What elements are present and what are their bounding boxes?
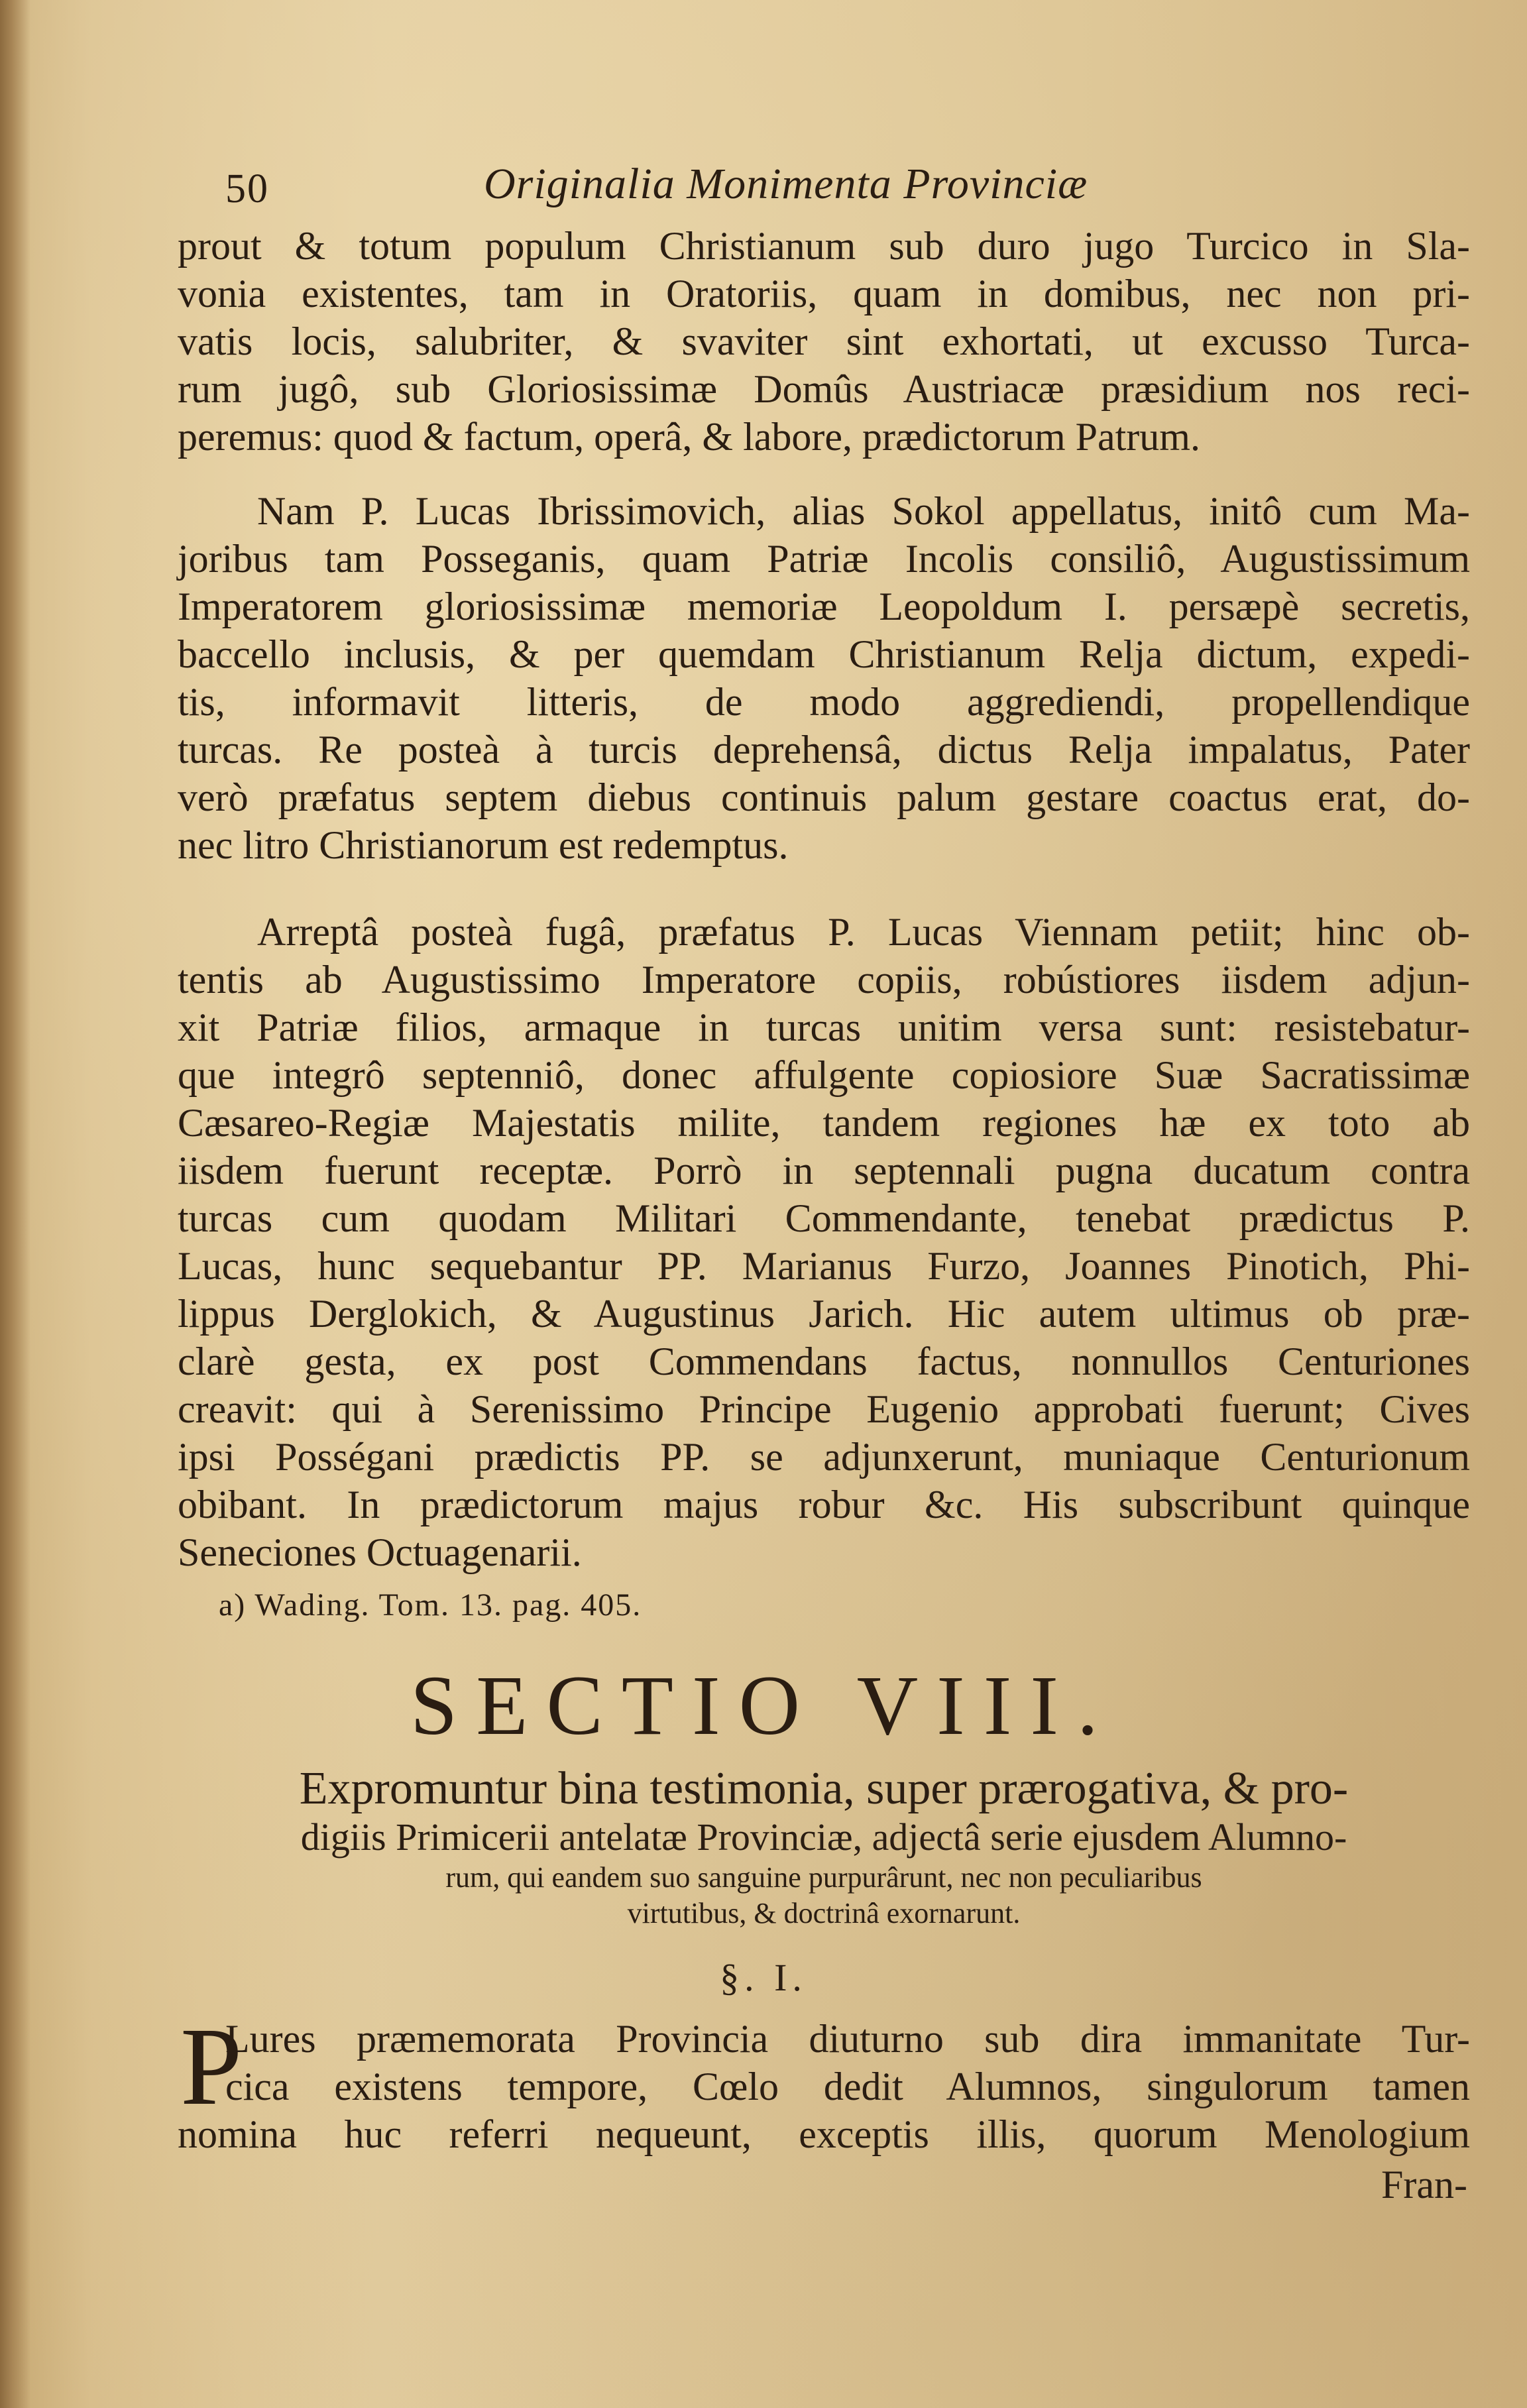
text-line: turcas cum quodam Militari Commendante, tenebat prædictus P. (178, 1196, 1470, 1240)
text-line: lippus Derglokich, & Augustinus Jarich. Hic autem ultimus ob præ- (178, 1292, 1470, 1336)
drop-capital: P (180, 2005, 243, 2128)
section-paragraph (178, 2015, 1470, 2158)
footnote: a) Wading. Tom. 13. pag. 405. (219, 1587, 642, 1623)
text-line: tentis ab Augustissimo Imperatore copiis, robústiores iisdem adjun- (178, 958, 1470, 1002)
paragraph-2 (178, 487, 1470, 869)
text-line: xit Patriæ filios, armaque in turcas unitim versa sunt: resistebatur- (178, 1005, 1470, 1049)
page-header (219, 159, 1345, 219)
section-heading: SECTIO VIII. (410, 1658, 1117, 1752)
summary-line: digiis Primicerii antelatæ Provinciæ, adjectâ serie ejusdem Alumno- (300, 1815, 1347, 1859)
text-line: ipsi Posségani prædictis PP. se adjunxerunt, muniaque Centurionum (178, 1435, 1470, 1479)
text-line: Seneciones Octuagenarii. (178, 1530, 582, 1574)
text-line: tis, informavit litteris, de modo aggrediendi, propellendique (178, 680, 1470, 724)
text-line: nec litro Christianorum est redemptus. (178, 823, 789, 867)
text-line: Nam P. Lucas Ibrissimovich, alias Sokol appellatus, initô cum Ma- (257, 489, 1470, 533)
text-line: que integrô septenniô, donec affulgente copiosiore Suæ Sacratissimæ (178, 1053, 1470, 1097)
text-line: turcas. Re posteà à turcis deprehensâ, dictus Relja impalatus, Pater (178, 728, 1470, 772)
text-line: clarè gesta, ex post Commendans factus, nonnullos Centuriones (178, 1340, 1470, 1383)
text-line: Cæsareo-Regiæ Majestatis milite, tandem regiones hæ ex toto ab (178, 1101, 1470, 1145)
text-line: vonia existentes, tam in Oratoriis, quam in domibus, nec non pri- (178, 272, 1470, 315)
text-line: prout & totum populum Christianum sub duro jugo Turcico in Sla- (178, 224, 1470, 268)
text-line: joribus tam Posseganis, quam Patriæ Incolis consiliô, Augustissimum (178, 537, 1470, 581)
text-line: baccello inclusis, & per quemdam Christianum Relja dictum, expedi- (178, 632, 1470, 676)
page-number: 50 (225, 166, 269, 211)
text-line: nomina huc referri nequeunt, exceptis illis, quorum Menologium (178, 2112, 1470, 2156)
text-line: Imperatorem gloriosissimæ memoriæ Leopoldum I. persæpè secretis, (178, 585, 1470, 628)
paragraph-3 (178, 908, 1470, 1576)
text-line: obibant. In prædictorum majus robur &c. His subscribunt quinque (178, 1483, 1470, 1526)
running-title: Originalia Monimenta Provinciæ (484, 160, 1088, 208)
section-summary (178, 1763, 1470, 1931)
paragraph-mark: §. I. (720, 1956, 807, 1999)
paragraph-1 (178, 222, 1470, 461)
summary-line: rum, qui eandem suo sanguine purpurârunt, nec non peculiaribus (445, 1861, 1202, 1894)
summary-line: virtutibus, & doctrinâ exornarunt. (627, 1897, 1021, 1929)
text-line: rum jugô, sub Gloriosissimæ Domûs Austriacæ præsidium nos reci- (178, 367, 1470, 411)
text-line: Arreptâ posteà fugâ, præfatus P. Lucas Viennam petiit; hinc ob- (257, 910, 1470, 954)
catchword: Fran- (1381, 2163, 1467, 2207)
text-line: verò præfatus septem diebus continuis palum gestare coactus erat, do- (178, 775, 1470, 819)
text-line: iisdem fuerunt receptæ. Porrò in septennali pugna ducatum contra (178, 1149, 1470, 1192)
text-line: Lucas, hunc sequebantur PP. Marianus Furzo, Joannes Pinotich, Phi- (178, 1244, 1470, 1288)
text-line: vatis locis, salubriter, & svaviter sint exhortati, ut excusso Turca- (178, 319, 1470, 363)
summary-line: Expromuntur bina testimonia, super prærogativa, & pro- (299, 1763, 1349, 1814)
text-line: peremus: quod & factum, operâ, & labore, prædictorum Patrum. (178, 415, 1200, 459)
page-gutter-shadow (0, 0, 30, 2408)
text-line: creavit: qui à Serenissimo Principe Eugenio approbati fuerunt; Cives (178, 1387, 1470, 1431)
text-line: cica existens tempore, Cœlo dedit Alumnos, singulorum tamen (225, 2065, 1470, 2108)
text-line: Lures præmemorata Provincia diuturno sub dira immanitate Tur- (225, 2017, 1470, 2061)
